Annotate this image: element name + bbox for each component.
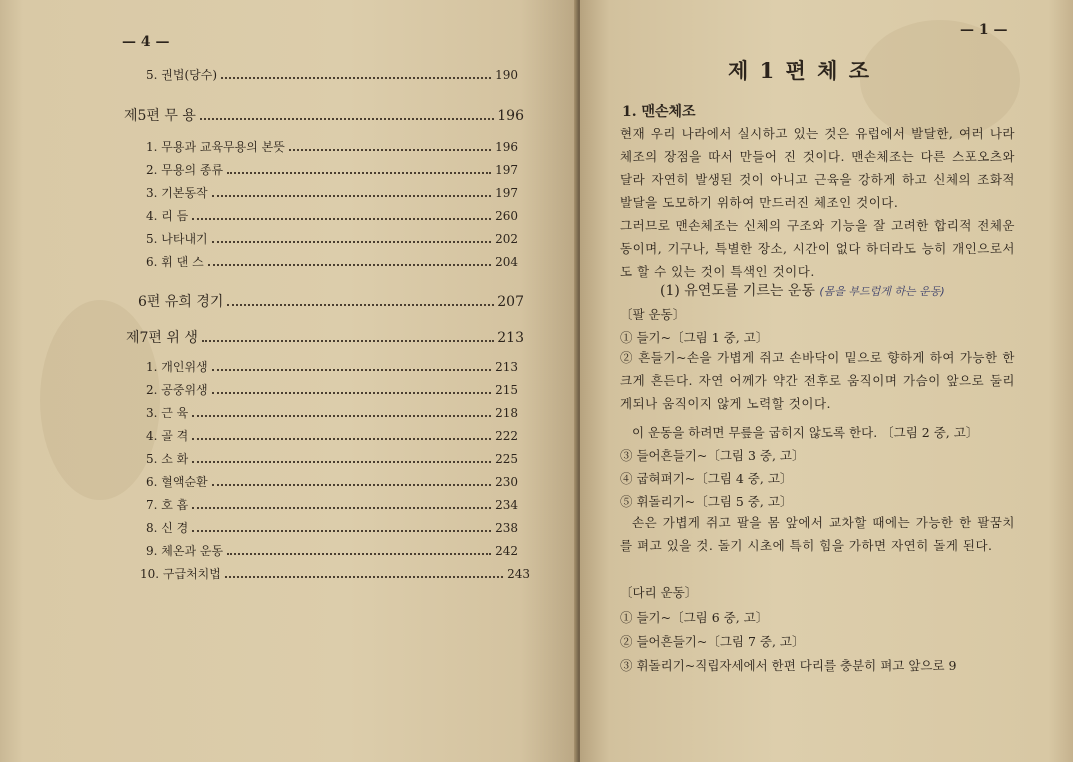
body-paragraph: 현재 우리 나라에서 실시하고 있는 것은 유럽에서 발달한, 여러 나라 체조의 장점을 따서 만들어 진 것이다. 맨손체조는 다른 스포오츠와 달라 자연히 발생된 것이 아니고 근육을 강하게 하고 신체의 조화적 발달을 도모하기 위하여 만드러진 체조인 것이다. <box>620 126 1015 210</box>
toc-item: 10. 구급처치법 243 <box>140 567 530 581</box>
toc-item: 9. 체온과 운동 242 <box>146 544 518 558</box>
list-item: ① 들기~〔그림 1 중, 고〕 <box>620 330 769 345</box>
toc-item: 3. 기본동작 197 <box>146 186 518 200</box>
note-text: 손은 가볍게 쥐고 팔을 몸 앞에서 교차할 때에는 가능한 한 팔꿈치를 펴고 있을 것. 돌기 시초에 특히 힘을 가하면 자연히 돌게 된다. <box>620 515 1015 553</box>
toc-item: 6. 혈액순환 230 <box>146 475 518 489</box>
toc-item: 2. 공중위생 215 <box>146 383 518 397</box>
chapter-title: 제 1 편 체 조 <box>728 58 871 83</box>
toc-item: 1. 개인위생 213 <box>146 360 518 374</box>
subsection-title: (1) 유연도를 기르는 운동 (몸을 부드럽게 하는 운동) <box>660 283 945 299</box>
subheading: 〔팔 운동〕 <box>620 307 686 322</box>
toc-item: 7. 호 흡 234 <box>146 498 518 512</box>
toc-part-heading: 제5편 무 용 196 <box>124 108 524 124</box>
handwritten-note: (몸을 부드럽게 하는 운동) <box>819 285 945 298</box>
toc-item: 1. 무용과 교육무용의 본뜻 196 <box>146 140 518 154</box>
page-number: — 4 — <box>122 34 170 50</box>
toc-item: 8. 신 경 238 <box>146 521 518 535</box>
toc-item: 3. 근 육 218 <box>146 406 518 420</box>
section-title: 1. 맨손체조 <box>622 104 696 120</box>
list-item: ③ 들어흔들기~〔그림 3 중, 고〕 <box>620 448 805 463</box>
list-item: ② 흔들기~손을 가볍게 쥐고 손바닥이 밑으로 향하게 하여 가능한 한 크게 흔든다. 자연 어께가 약간 전후로 움직이며 가슴이 앞으로 둘리게되나 움직이지 않게 노력할 것이다. <box>620 350 1015 411</box>
toc-item: 5. 권법(당수) 190 <box>146 68 518 82</box>
body-paragraph: 그러므로 맨손체조는 신체의 구조와 기능을 잘 고려한 합리적 전체운동이며, 기구나, 특별한 장소, 시간이 없다 하더라도 능히 개인으로서도 할 수 있는 것이 특색인 것이다. <box>620 218 1015 279</box>
list-item: ⑤ 휘돌리기~〔그림 5 중, 고〕 <box>620 494 793 509</box>
toc-item: 5. 나타내기 202 <box>146 232 518 246</box>
note-text: 이 운동을 하려면 무릎을 굽히지 않도록 한다. 〔그림 2 중, 고〕 <box>632 425 979 440</box>
page-number: — 1 — <box>960 22 1008 38</box>
toc-item: 2. 무용의 종류 197 <box>146 163 518 177</box>
list-item: ① 들기~〔그림 6 중, 고〕 <box>620 610 769 625</box>
toc-item: 4. 골 격 222 <box>146 429 518 443</box>
toc-part-heading: 제7편 위 생 213 <box>126 330 524 346</box>
list-item: ② 들어흔들기~〔그림 7 중, 고〕 <box>620 634 805 649</box>
list-item: ④ 굽혀펴기~〔그림 4 중, 고〕 <box>620 471 793 486</box>
list-item: ③ 휘돌리기~직립자세에서 한편 다리를 충분히 펴고 앞으로 9 <box>620 658 957 673</box>
toc-item: 4. 리 듬 260 <box>146 209 518 223</box>
toc-part-heading: 6편 유희 경기 207 <box>138 294 524 310</box>
subheading: 〔다리 운동〕 <box>620 585 698 600</box>
toc-item: 6. 휘 댄 스 204 <box>146 255 518 269</box>
toc-item: 5. 소 화 225 <box>146 452 518 466</box>
